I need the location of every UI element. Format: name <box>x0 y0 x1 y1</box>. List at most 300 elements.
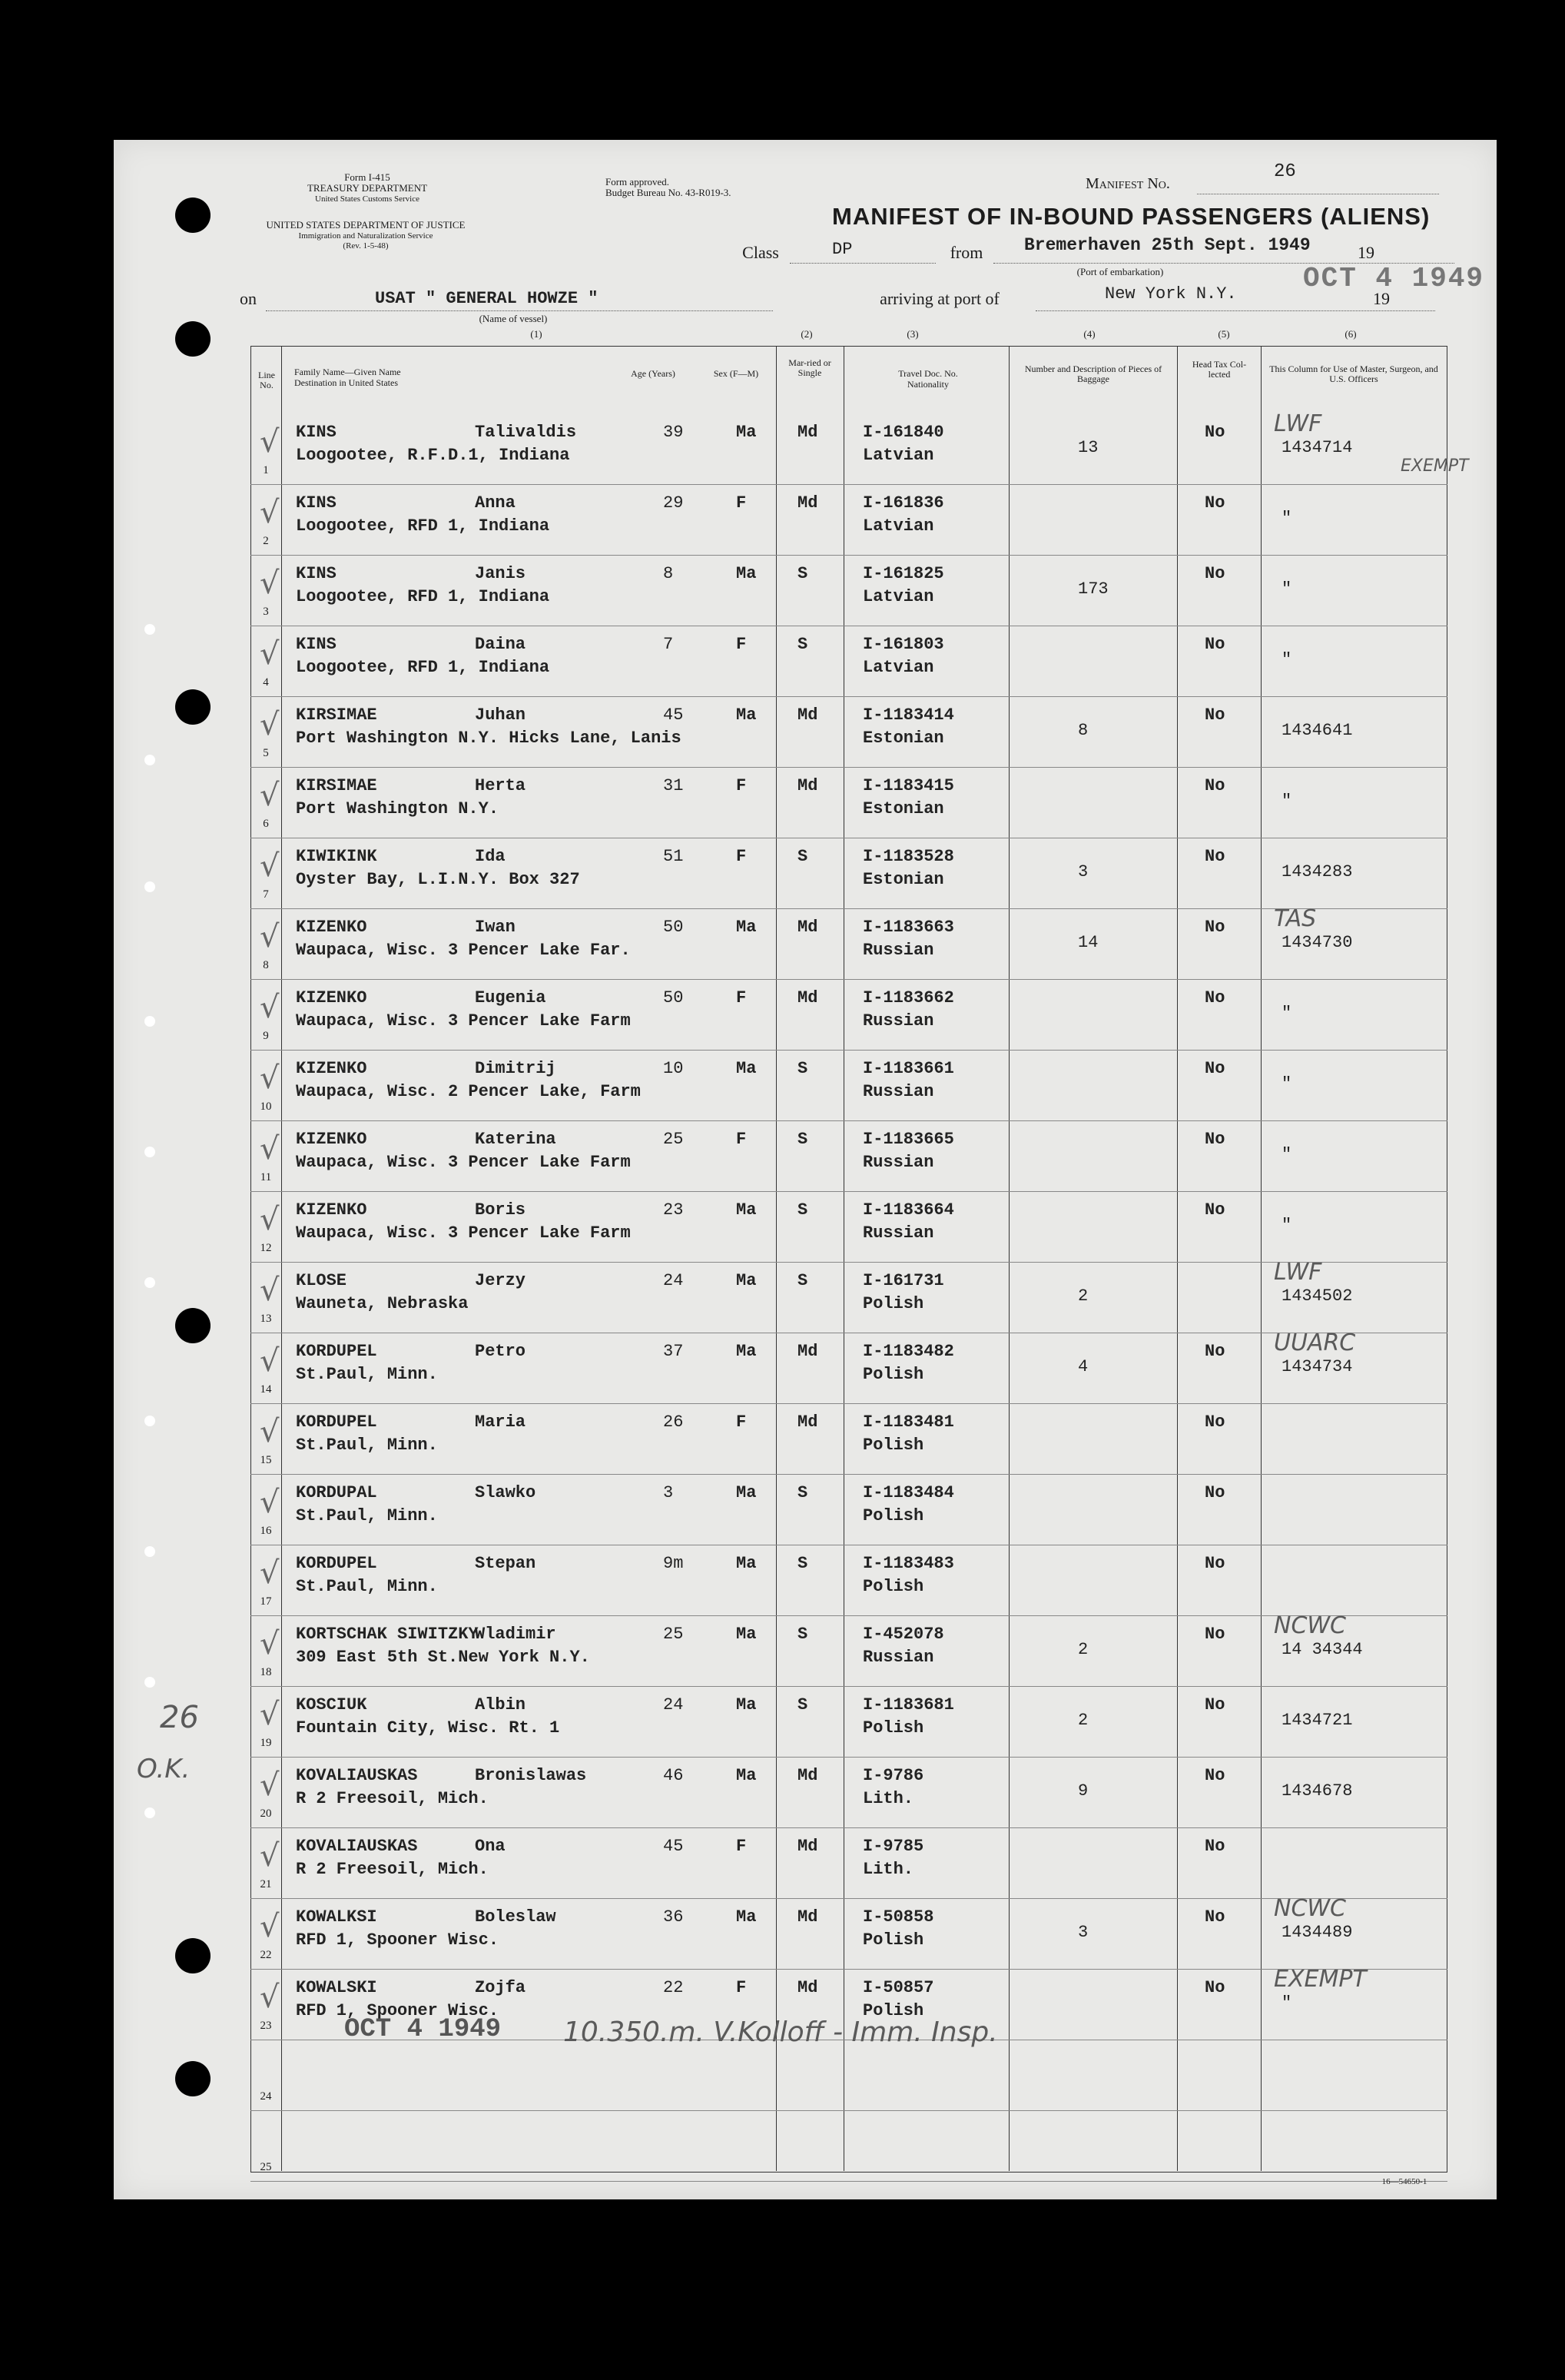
header-head-tax: Head Tax Col-lected <box>1192 359 1247 380</box>
travel-doc-no: I-50857 <box>863 1978 934 1997</box>
travel-doc-no: I-1183661 <box>863 1059 954 1078</box>
binder-hole <box>175 198 211 233</box>
family-name: KOVALIAUSKAS <box>296 1837 418 1856</box>
travel-doc-no: I-161836 <box>863 493 944 513</box>
nationality: Polish <box>863 1577 924 1596</box>
officer-number: 1434641 <box>1282 721 1353 740</box>
footer-code: 16—54650-1 <box>1381 2177 1427 2186</box>
line-number: 12 <box>260 1242 272 1254</box>
family-name: KIZENKO <box>296 918 367 937</box>
head-tax: No <box>1205 988 1225 1007</box>
marital-status: Md <box>797 1412 818 1432</box>
line-number: 14 <box>260 1383 272 1396</box>
officer-number: 1434734 <box>1282 1357 1353 1376</box>
binder-hole <box>175 1308 211 1343</box>
marital-status: S <box>797 1130 808 1149</box>
nationality: Latvian <box>863 587 934 606</box>
line-number: 18 <box>260 1666 272 1678</box>
line-number: 15 <box>260 1454 272 1466</box>
marital-status: Md <box>797 776 818 795</box>
head-tax: No <box>1205 1130 1225 1149</box>
given-name: Stepan <box>475 1554 536 1573</box>
sex: F <box>736 847 747 866</box>
revision: (Rev. 1-5-48) <box>343 241 389 251</box>
destination: St.Paul, Minn. <box>296 1577 438 1596</box>
nationality: Russian <box>863 1648 934 1667</box>
destination: Loogootee, RFD 1, Indiana <box>296 587 550 606</box>
travel-doc-no: I-1183528 <box>863 847 954 866</box>
family-name: KLOSE <box>296 1271 347 1290</box>
baggage: 2 <box>1078 1286 1089 1306</box>
given-name: Dimitrij <box>475 1059 556 1078</box>
marital-status: S <box>797 1483 808 1502</box>
destination: Port Washington N.Y. Hicks Lane, Lanis <box>296 729 681 748</box>
check-mark-icon: √ <box>260 1343 280 1379</box>
check-mark-icon: √ <box>260 1555 280 1591</box>
marital-status: Md <box>797 423 818 442</box>
travel-doc-no: I-161803 <box>863 635 944 654</box>
age: 29 <box>663 493 684 513</box>
nationality: Latvian <box>863 446 934 465</box>
head-tax: No <box>1205 1059 1225 1078</box>
nationality: Estonian <box>863 870 944 889</box>
customs-service: United States Customs Service <box>315 194 419 204</box>
check-mark-icon: √ <box>260 1697 280 1732</box>
col-num-1: (1) <box>530 328 542 340</box>
family-name: KORTSCHAK SIWITZKY <box>296 1625 479 1644</box>
check-mark-icon: √ <box>260 1838 280 1874</box>
destination: Waupaca, Wisc. 3 Pencer Lake Far. <box>296 941 631 960</box>
year-suffix-1: 19 <box>1358 243 1374 262</box>
officer-note: LWF <box>1274 1259 1322 1286</box>
destination: Wauneta, Nebraska <box>296 1294 469 1313</box>
travel-doc-no: I-1183482 <box>863 1342 954 1361</box>
family-name: KIZENKO <box>296 1059 367 1078</box>
small-punch-hole <box>144 1677 155 1688</box>
age: 26 <box>663 1412 684 1432</box>
head-tax: No <box>1205 1978 1225 1997</box>
check-mark-icon: √ <box>260 1414 280 1449</box>
family-name: KOWALSKI <box>296 1978 377 1997</box>
small-punch-hole <box>144 1416 155 1426</box>
check-mark-icon: √ <box>260 1485 280 1520</box>
given-name: Boleslaw <box>475 1907 556 1927</box>
sex: F <box>736 635 747 654</box>
family-name: KORDUPEL <box>296 1412 377 1432</box>
head-tax: No <box>1205 705 1225 725</box>
manifest-page <box>114 140 1497 2199</box>
head-tax: No <box>1205 1695 1225 1714</box>
nationality: Polish <box>863 1506 924 1525</box>
sex: Ma <box>736 1625 757 1644</box>
travel-doc-no: I-161825 <box>863 564 944 583</box>
nationality: Polish <box>863 2001 924 2020</box>
line-number: 25 <box>260 2161 272 2173</box>
given-name: Slawko <box>475 1483 536 1502</box>
check-mark-icon: √ <box>260 1131 280 1167</box>
age: 22 <box>663 1978 684 1997</box>
baggage: 3 <box>1078 862 1089 881</box>
line-number: 23 <box>260 2020 272 2032</box>
family-name: KINS <box>296 564 337 583</box>
given-name: Bronislawas <box>475 1766 587 1785</box>
port-line <box>1036 310 1435 311</box>
year-suffix-2: 19 <box>1373 289 1390 308</box>
row-divider <box>250 1191 1447 1192</box>
check-mark-icon: √ <box>260 495 280 530</box>
row-divider <box>250 2110 1447 2111</box>
destination: R 2 Freesoil, Mich. <box>296 1860 489 1879</box>
marital-status: Md <box>797 1766 818 1785</box>
exempt-note: EXEMPT <box>1401 456 1469 476</box>
budget-bureau: Budget Bureau No. 43-R019-3. <box>605 187 731 198</box>
row-divider <box>250 1262 1447 1263</box>
sex: Ma <box>736 1342 757 1361</box>
sex: F <box>736 493 747 513</box>
baggage: 2 <box>1078 1640 1089 1659</box>
manifest-no: 26 <box>1274 161 1296 182</box>
family-name: KINS <box>296 635 337 654</box>
col-num-5: (5) <box>1218 328 1230 340</box>
marital-status: S <box>797 1625 808 1644</box>
officer-number: " <box>1282 1993 1292 2013</box>
family-name: KIZENKO <box>296 1130 367 1149</box>
family-name: KIZENKO <box>296 1200 367 1220</box>
travel-doc-no: I-1183663 <box>863 918 954 937</box>
officer-number: " <box>1282 579 1292 599</box>
officer-note: EXEMPT <box>1274 1966 1367 1993</box>
row-divider <box>250 767 1447 768</box>
given-name: Albin <box>475 1695 526 1714</box>
officer-note: LWF <box>1274 410 1322 437</box>
sex: Ma <box>736 1766 757 1785</box>
age: 46 <box>663 1766 684 1785</box>
row-divider <box>250 908 1447 909</box>
row-divider <box>250 2181 1447 2182</box>
age: 50 <box>663 918 684 937</box>
age: 36 <box>663 1907 684 1927</box>
check-mark-icon: √ <box>260 636 280 672</box>
check-mark-icon: √ <box>260 1980 280 2015</box>
travel-doc-no: I-1183484 <box>863 1483 954 1502</box>
marital-status: Md <box>797 918 818 937</box>
margin-ok: O.K. <box>137 1754 191 1784</box>
sex: Ma <box>736 1059 757 1078</box>
on-label: on <box>240 289 257 308</box>
officer-note: NCWC <box>1274 1895 1346 1922</box>
row-divider <box>250 1474 1447 1475</box>
travel-doc-no: I-1183681 <box>863 1695 954 1714</box>
col-divider <box>1009 346 1010 2171</box>
line-number: 3 <box>263 606 269 618</box>
nationality: Polish <box>863 1930 924 1950</box>
nationality: Estonian <box>863 799 944 818</box>
nationality: Russian <box>863 1153 934 1172</box>
officer-number: 1434714 <box>1282 438 1353 457</box>
head-tax: No <box>1205 1483 1225 1502</box>
line-number: 9 <box>263 1030 269 1042</box>
line-number: 4 <box>263 676 269 689</box>
header-married: Mar-ried or Single <box>788 357 831 378</box>
port-of-arrival: New York N.Y. <box>1105 284 1237 304</box>
head-tax: No <box>1205 847 1225 866</box>
given-name: Iwan <box>475 918 516 937</box>
marital-status: S <box>797 635 808 654</box>
closing-inspector-note: 10.350.m. V.Kolloff - Imm. Insp. <box>563 2017 998 2048</box>
destination: Loogootee, R.F.D.1, Indiana <box>296 446 570 465</box>
col-num-4: (4) <box>1083 328 1096 340</box>
officer-number: 1434678 <box>1282 1781 1353 1801</box>
sex: Ma <box>736 1554 757 1573</box>
line-number: 6 <box>263 818 269 830</box>
marital-status: S <box>797 1695 808 1714</box>
given-name: Wladimir <box>475 1625 556 1644</box>
nationality: Estonian <box>863 729 944 748</box>
head-tax: No <box>1205 1200 1225 1220</box>
nationality: Polish <box>863 1436 924 1455</box>
sex: F <box>736 1130 747 1149</box>
marital-status: S <box>797 847 808 866</box>
nationality: Latvian <box>863 658 934 677</box>
travel-doc-no: I-161731 <box>863 1271 944 1290</box>
header-destination: Destination in United States <box>294 377 398 388</box>
age: 23 <box>663 1200 684 1220</box>
destination: St.Paul, Minn. <box>296 1365 438 1384</box>
age: 50 <box>663 988 684 1007</box>
given-name: Daina <box>475 635 526 654</box>
row-divider <box>250 1120 1447 1121</box>
officer-number: " <box>1282 1074 1292 1094</box>
line-number: 13 <box>260 1313 272 1325</box>
officer-number: 1434502 <box>1282 1286 1353 1306</box>
baggage: 14 <box>1078 933 1099 952</box>
age: 24 <box>663 1271 684 1290</box>
header-age: Age (Years) <box>631 368 675 379</box>
check-mark-icon: √ <box>260 1768 280 1803</box>
marital-status: S <box>797 1554 808 1573</box>
destination: St.Paul, Minn. <box>296 1506 438 1525</box>
age: 25 <box>663 1130 684 1149</box>
family-name: KIRSIMAE <box>296 705 377 725</box>
given-name: Ona <box>475 1837 506 1856</box>
nationality: Polish <box>863 1718 924 1738</box>
nationality: Polish <box>863 1294 924 1313</box>
check-mark-icon: √ <box>260 848 280 884</box>
sex: Ma <box>736 1907 757 1927</box>
travel-doc-no: I-1183483 <box>863 1554 954 1573</box>
head-tax: No <box>1205 776 1225 795</box>
check-mark-icon: √ <box>260 566 280 601</box>
manifest-no-label: Manifest No. <box>1086 175 1170 192</box>
check-mark-icon: √ <box>260 1061 280 1096</box>
officer-number: 1434730 <box>1282 933 1353 952</box>
line-number: 8 <box>263 959 269 971</box>
row-divider <box>250 1403 1447 1404</box>
sex: F <box>736 776 747 795</box>
sex: Ma <box>736 1483 757 1502</box>
head-tax: No <box>1205 1554 1225 1573</box>
nationality: Russian <box>863 1082 934 1101</box>
head-tax: No <box>1205 423 1225 442</box>
age: 10 <box>663 1059 684 1078</box>
row-divider <box>250 484 1447 485</box>
sex: F <box>736 988 747 1007</box>
header-officers: This Column for Use of Master, Surgeon, and U.S. Officers <box>1269 363 1438 384</box>
age: 45 <box>663 705 684 725</box>
marital-status: Md <box>797 493 818 513</box>
family-name: KOSCIUK <box>296 1695 367 1714</box>
age: 8 <box>663 564 674 583</box>
row-divider <box>250 1757 1447 1758</box>
travel-doc-no: I-1183414 <box>863 705 954 725</box>
family-name: KOWALKSI <box>296 1907 377 1927</box>
destination: St.Paul, Minn. <box>296 1436 438 1455</box>
sex: F <box>736 1978 747 1997</box>
col-divider <box>281 346 282 2171</box>
age: 9m <box>663 1554 684 1573</box>
age: 37 <box>663 1342 684 1361</box>
destination: RFD 1, Spooner Wisc. <box>296 2001 499 2020</box>
head-tax: No <box>1205 1766 1225 1785</box>
small-punch-hole <box>144 1546 155 1557</box>
binder-hole <box>175 2061 211 2096</box>
small-punch-hole <box>144 881 155 892</box>
nationality: Russian <box>863 1223 934 1243</box>
age: 7 <box>663 635 674 654</box>
line-number: 22 <box>260 1949 272 1961</box>
officer-number: 14 34344 <box>1282 1640 1363 1659</box>
treasury-dept: TREASURY DEPARTMENT <box>307 182 428 194</box>
line-number: 24 <box>260 2090 272 2103</box>
line-number: 19 <box>260 1737 272 1749</box>
officer-note: UUARC <box>1274 1329 1356 1356</box>
sex: Ma <box>736 1695 757 1714</box>
sex: Ma <box>736 1271 757 1290</box>
check-mark-icon: √ <box>260 1273 280 1308</box>
row-divider <box>250 1050 1447 1051</box>
check-mark-icon: √ <box>260 1626 280 1661</box>
row-divider <box>250 696 1447 697</box>
nationality: Latvian <box>863 516 934 536</box>
family-name: KORDUPAL <box>296 1483 377 1502</box>
marital-status: Md <box>797 1907 818 1927</box>
officer-number: " <box>1282 792 1292 811</box>
family-name: KIRSIMAE <box>296 776 377 795</box>
destination: Waupaca, Wisc. 3 Pencer Lake Farm <box>296 1011 631 1031</box>
check-mark-icon: √ <box>260 990 280 1025</box>
destination: Waupaca, Wisc. 2 Pencer Lake, Farm <box>296 1082 641 1101</box>
row-divider <box>250 1827 1447 1828</box>
marital-status: Md <box>797 1978 818 1997</box>
form-number: Form I-415 <box>344 171 390 183</box>
travel-doc-no: I-1183662 <box>863 988 954 1007</box>
small-punch-hole <box>144 1016 155 1027</box>
small-punch-hole <box>144 1807 155 1818</box>
baggage: 4 <box>1078 1357 1089 1376</box>
sex: Ma <box>736 705 757 725</box>
line-number: 1 <box>263 464 269 476</box>
row-divider <box>250 1969 1447 1970</box>
closing-date-stamp: OCT 4 1949 <box>344 2015 502 2044</box>
row-divider <box>250 979 1447 980</box>
destination: RFD 1, Spooner Wisc. <box>296 1930 499 1950</box>
vessel-label: (Name of vessel) <box>479 313 548 324</box>
small-punch-hole <box>144 624 155 635</box>
given-name: Janis <box>475 564 526 583</box>
manifest-title: MANIFEST OF IN-BOUND PASSENGERS (ALIENS) <box>832 203 1431 230</box>
destination: 309 East 5th St.New York N.Y. <box>296 1648 590 1667</box>
line-number: 17 <box>260 1595 272 1608</box>
destination: R 2 Freesoil, Mich. <box>296 1789 489 1808</box>
check-mark-icon: √ <box>260 424 280 460</box>
sex: F <box>736 1837 747 1856</box>
line-number: 20 <box>260 1807 272 1820</box>
nationality: Polish <box>863 1365 924 1384</box>
line-number: 7 <box>263 888 269 901</box>
baggage: 8 <box>1078 721 1089 740</box>
age: 45 <box>663 1837 684 1856</box>
row-divider <box>250 1686 1447 1687</box>
binder-hole <box>175 689 211 725</box>
class-line <box>790 263 936 264</box>
family-name: KIWIKINK <box>296 847 377 866</box>
family-name: KINS <box>296 493 337 513</box>
check-mark-icon: √ <box>260 778 280 813</box>
given-name: Eugenia <box>475 988 546 1007</box>
officer-number: 1434283 <box>1282 862 1353 881</box>
travel-doc-no: I-1183664 <box>863 1200 954 1220</box>
head-tax: No <box>1205 635 1225 654</box>
vessel-name: USAT " GENERAL HOWZE " <box>375 289 598 308</box>
age: 31 <box>663 776 684 795</box>
line-number: 5 <box>263 747 269 759</box>
officer-number: " <box>1282 1004 1292 1023</box>
given-name: Anna <box>475 493 516 513</box>
travel-doc-no: I-452078 <box>863 1625 944 1644</box>
family-name: KORDUPEL <box>296 1342 377 1361</box>
baggage: 13 <box>1078 438 1099 457</box>
header-travel-doc: Travel Doc. No. <box>898 368 958 379</box>
travel-doc-no: I-1183665 <box>863 1130 954 1149</box>
line-number: 21 <box>260 1878 272 1890</box>
officer-number: " <box>1282 1145 1292 1164</box>
binder-hole <box>175 1938 211 1973</box>
head-tax: No <box>1205 493 1225 513</box>
marital-status: S <box>797 1059 808 1078</box>
baggage: 173 <box>1078 579 1109 599</box>
head-tax: No <box>1205 1837 1225 1856</box>
destination: Waupaca, Wisc. 3 Pencer Lake Farm <box>296 1223 631 1243</box>
given-name: Maria <box>475 1412 526 1432</box>
header-nationality: Nationality <box>907 379 949 390</box>
age: 24 <box>663 1695 684 1714</box>
marital-status: Md <box>797 1342 818 1361</box>
line-number: 2 <box>263 535 269 547</box>
header-sex: Sex (F—M) <box>713 368 759 379</box>
class-label: Class <box>742 243 779 262</box>
destination: Loogootee, RFD 1, Indiana <box>296 658 550 677</box>
given-name: Herta <box>475 776 526 795</box>
baggage: 3 <box>1078 1923 1089 1942</box>
header-line-no: Line No. <box>258 370 275 390</box>
officer-number: " <box>1282 509 1292 528</box>
marital-status: Md <box>797 988 818 1007</box>
officer-number: " <box>1282 650 1292 669</box>
family-name: KIZENKO <box>296 988 367 1007</box>
destination: Loogootee, RFD 1, Indiana <box>296 516 550 536</box>
marital-status: Md <box>797 705 818 725</box>
officer-number: 1434721 <box>1282 1711 1353 1730</box>
